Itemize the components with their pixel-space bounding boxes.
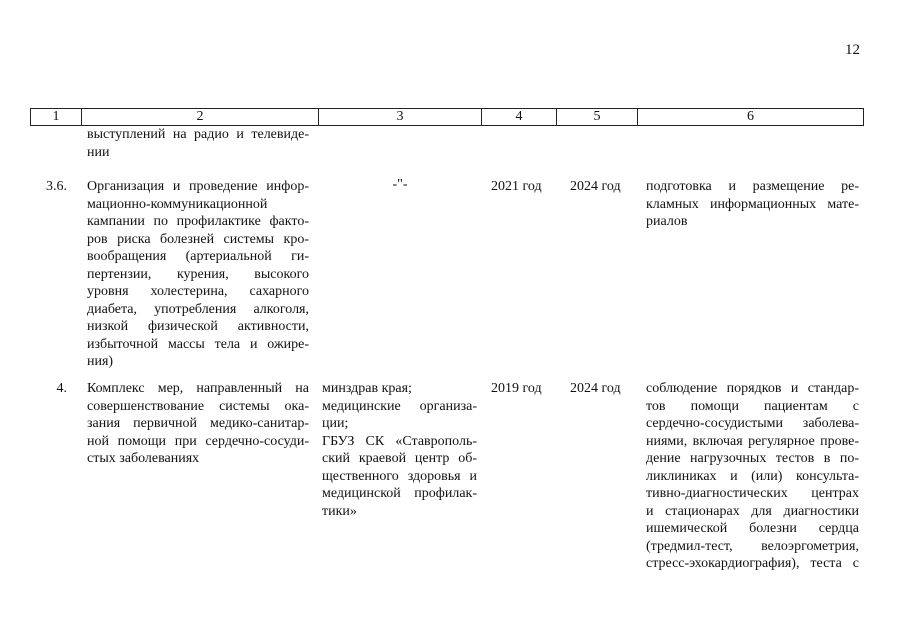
text-line: стресс-эхокардиография), теста с [646, 556, 859, 571]
text-line: -"- [392, 177, 408, 192]
text-line: ГБУЗ СК «Ставрополь- [322, 433, 477, 449]
text-line: ликлиниках и (или) консульта- [646, 468, 859, 484]
text-line: минздрав края; [322, 381, 412, 396]
header-col-6: 6 [747, 109, 754, 124]
text-line: ский краевой центр об- [322, 451, 477, 466]
text-line: кампании по профилактике факто- [87, 214, 309, 229]
text-line: выступлений на радио и телевиде- [87, 127, 309, 142]
text-line: тивно-диагностических центрах [646, 486, 859, 501]
text-line: щественного здоровья и [322, 468, 477, 484]
text-line: ной помощи при сердечно-сосуди- [87, 433, 309, 449]
text-line: сердечно-сосудистыми заболева- [646, 416, 859, 431]
text-line: тики» [322, 503, 357, 519]
header-col-5: 5 [557, 109, 638, 125]
row-4-start-year: 2019 год [491, 381, 542, 396]
page-number: 12 [845, 42, 860, 58]
text-line: совершенствование системы ока- [87, 398, 309, 414]
text-line: тов помощи пациентам с [646, 398, 859, 414]
row-number: 3.6. [46, 179, 67, 194]
text-line: ишемической болезни сердца [646, 521, 859, 536]
row-3-6-description [87, 178, 309, 371]
header-col-2: 2 [82, 109, 319, 125]
text-line: подготовка и размещение ре- [646, 179, 859, 194]
text-line: уровня холестерина, сахарного [87, 284, 309, 299]
row-4-end-year: 2024 год [570, 381, 621, 396]
row-4-executors [322, 380, 477, 520]
text-line: и стационарах для диагностики [646, 503, 859, 519]
header-col-4: 4 [482, 109, 557, 125]
row-3-6-end-year: 2024 год [570, 179, 621, 194]
text-line: кламных информационных мате- [646, 196, 859, 212]
text-line: ции; [322, 416, 349, 431]
text-line: стых заболеваниях [87, 451, 200, 466]
text-line: Комплекс мер, направленный на [87, 381, 309, 396]
row-3-6-start-year: 2021 год [491, 179, 542, 194]
row-3-6-result [646, 178, 859, 231]
text-line: Организация и проведение инфор- [87, 179, 309, 194]
text-line: низкой физической активности, [87, 319, 309, 334]
row-4-description [87, 380, 309, 468]
text-line: ров риска болезней системы кро- [87, 231, 309, 247]
text-line: мационно-коммуникационной [87, 196, 268, 212]
text-line: диабета, употребления алкоголя, [87, 301, 309, 317]
row-3-6-executor [320, 176, 480, 194]
text-line: медицинские организа- [322, 398, 477, 414]
text-line: ния) [87, 354, 114, 369]
table-header-row [30, 108, 864, 126]
text-line: нии [87, 144, 110, 160]
text-line: медицинской профилак- [322, 486, 477, 501]
text-line: пертензии, курения, высокого [87, 266, 309, 282]
header-col-3: 3 [319, 109, 482, 125]
text-line: соблюдение порядков и стандар- [646, 381, 859, 396]
text-line: риалов [646, 214, 688, 229]
continuation-text [87, 126, 309, 161]
text-line: (тредмил-тест, велоэргометрия, [646, 538, 859, 554]
header-col-1: 1 [31, 109, 82, 125]
text-line: дение нагрузочных тестов в по- [646, 451, 859, 466]
row-number: 4. [56, 381, 67, 396]
text-line: избыточной массы тела и ожире- [87, 336, 309, 352]
text-line: зания первичной медико-санитар- [87, 416, 309, 431]
text-line: ниями, включая регулярное прове- [646, 433, 859, 449]
row-4-result [646, 380, 859, 573]
text-line: вообращения (артериальной ги- [87, 249, 309, 264]
